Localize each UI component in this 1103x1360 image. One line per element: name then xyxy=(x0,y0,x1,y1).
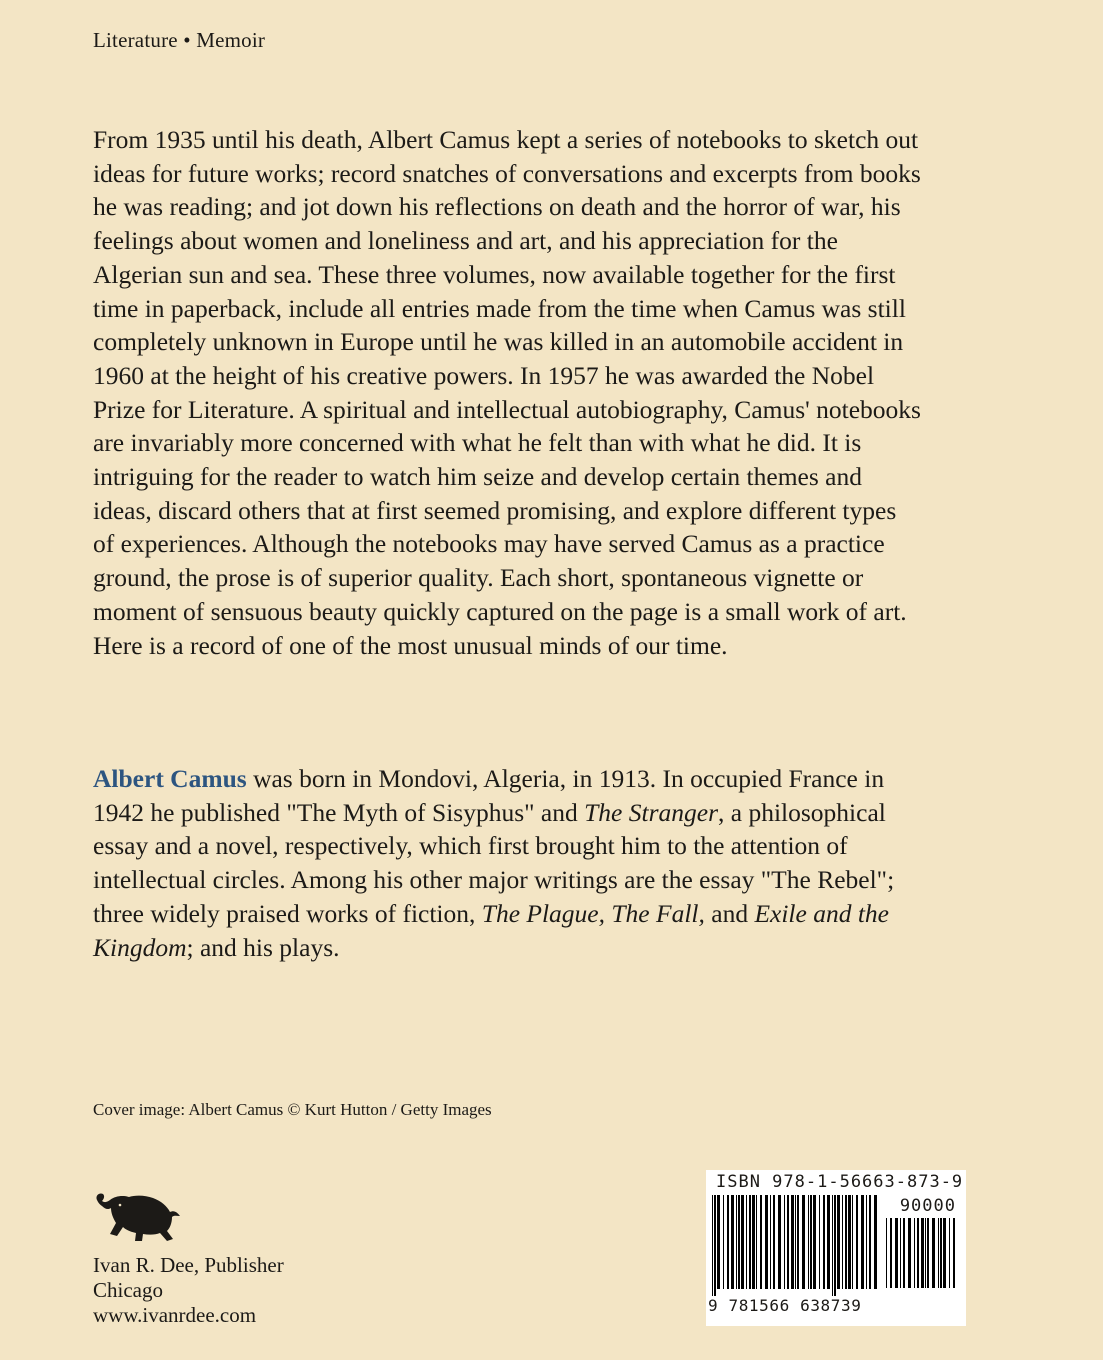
barcode-bar xyxy=(927,1218,929,1288)
barcode-bar xyxy=(791,1195,794,1289)
barcode-bar xyxy=(746,1195,747,1289)
ean-barcode-bars xyxy=(710,1195,882,1297)
barcode-bar xyxy=(938,1218,939,1288)
barcode-bar xyxy=(813,1195,816,1289)
title-the-stranger: The Stranger xyxy=(584,797,718,827)
barcode-bar xyxy=(827,1195,830,1289)
barcode-bar xyxy=(949,1218,950,1288)
barcode-bar xyxy=(869,1195,871,1289)
barcode-bar xyxy=(802,1195,805,1289)
barcode-bar xyxy=(908,1218,911,1288)
barcode-bar xyxy=(760,1195,762,1289)
barcode-bar xyxy=(895,1218,898,1288)
barcode-bar xyxy=(886,1218,887,1288)
barcode-bar xyxy=(749,1195,751,1289)
publisher-city: Chicago xyxy=(93,1278,163,1302)
barcode-bar xyxy=(714,1195,716,1297)
publisher-website: www.ivanrdee.com xyxy=(93,1303,257,1327)
bio-text-4: ; and his plays. xyxy=(186,932,340,962)
bio-text-2: , a philosophical essay and a novel, respectively, which first brought him to the attention of intellectual circles. Among his other major writings are the essay "The Rebel"; three widely praised works of fiction, xyxy=(93,797,895,928)
barcode-bar xyxy=(712,1195,713,1297)
author-bio xyxy=(93,762,923,964)
barcode-bar xyxy=(900,1218,901,1288)
barcode-bar xyxy=(787,1195,789,1289)
barcode-bar xyxy=(752,1195,755,1289)
barcode-bar xyxy=(778,1195,781,1289)
barcode-bar xyxy=(903,1218,905,1288)
barcode-bar xyxy=(940,1218,942,1288)
barcode-bar xyxy=(808,1195,809,1289)
barcode-bar xyxy=(741,1195,744,1289)
barcode-bar xyxy=(770,1195,771,1289)
isbn-barcode xyxy=(706,1170,966,1326)
barcode-bar xyxy=(723,1195,724,1289)
elephant-logo-icon xyxy=(93,1190,183,1245)
barcode-bar xyxy=(874,1195,877,1289)
barcode-bar xyxy=(890,1218,892,1288)
barcode-bar xyxy=(736,1195,737,1289)
barcode-bar xyxy=(848,1195,851,1289)
barcode-bar xyxy=(832,1195,833,1297)
barcode-bar xyxy=(861,1195,864,1289)
book-description: From 1935 until his death, Albert Camus kept a series of notebooks to sketch out ideas for future works; record snatches of conversations and excerpts from books he was reading; and jot down his reflections on death and the horror of war, his feelings about women and loneliness and art, and his appreciation for the Algerian sun and sea. These three volumes, now available together for the first time in paperback, include all entries made from the time when Camus was still completely unknown in Europe until he was killed in an automobile accident in 1960 at the height of his creative powers. In 1957 he was awarded the Nobel Prize for Literature. A spiritual and intellectual autobiography, Camus' notebooks are invariably more concerned with what he felt than with what he did. It is intriguing for the reader to watch him seize and develop certain themes and ideas, discard others that at first seemed promising, and explore different types of experiences. Although the notebooks may have served Camus as a practice ground, the prose is of superior quality. Each short, spontaneous vignette or moment of sensuous beauty quickly captured on the page is a small work of art. Here is a record of one of the most unusual minds of our time. xyxy=(93,125,921,660)
barcode-bar xyxy=(797,1195,799,1289)
barcode-bar xyxy=(731,1195,734,1289)
title-exile-and-the-kingdom: Exile and the Kingdom xyxy=(93,898,889,962)
barcode-bar xyxy=(727,1195,729,1289)
barcode-bar xyxy=(834,1195,836,1297)
barcode-digits: 9 781566 638739 xyxy=(708,1296,878,1315)
cover-image-credit: Cover image: Albert Camus © Kurt Hutton / Getty Images xyxy=(93,1100,492,1119)
barcode-bar xyxy=(917,1218,919,1288)
category-label: Literature • Memoir xyxy=(93,28,266,52)
barcode-bar xyxy=(852,1195,853,1289)
addon-barcode-bars xyxy=(884,1218,956,1296)
barcode-bar xyxy=(717,1195,720,1289)
barcode-bar xyxy=(765,1195,768,1289)
author-name: Albert Camus xyxy=(93,764,247,793)
barcode-bar xyxy=(925,1218,926,1288)
publisher-block xyxy=(93,1253,284,1328)
barcode-bar xyxy=(837,1195,840,1289)
publisher-name: Ivan R. Dee, Publisher xyxy=(93,1253,284,1277)
barcode-bar xyxy=(784,1195,785,1289)
barcode-bar xyxy=(842,1195,843,1289)
barcode-bar xyxy=(810,1195,812,1289)
isbn-label: ISBN 978-1-56663-873-9 xyxy=(716,1172,964,1192)
barcode-bar xyxy=(953,1218,955,1288)
barcode-bar xyxy=(866,1195,867,1289)
barcode-bar xyxy=(856,1195,858,1289)
price-code: 90000 xyxy=(899,1196,956,1216)
barcode-bar xyxy=(773,1195,775,1289)
bio-text-1: was born in Mondovi, Algeria, in 1913. In occupied France in 1942 he published "The Myth of Sisyphus" and xyxy=(93,764,885,827)
barcode-bar xyxy=(756,1195,757,1289)
title-the-fall: The Fall, xyxy=(611,898,705,928)
barcode-bar xyxy=(914,1218,915,1288)
barcode-bar xyxy=(819,1195,820,1289)
barcode-bar xyxy=(738,1195,740,1289)
barcode-bar xyxy=(795,1195,796,1289)
bio-text-3: and xyxy=(704,898,755,928)
barcode-bar xyxy=(943,1218,946,1288)
barcode-bar xyxy=(845,1195,847,1289)
barcode-bar xyxy=(823,1195,825,1289)
barcode-bar xyxy=(921,1218,924,1288)
barcode-bar xyxy=(932,1218,935,1288)
title-the-plague: The Plague, xyxy=(481,898,605,928)
